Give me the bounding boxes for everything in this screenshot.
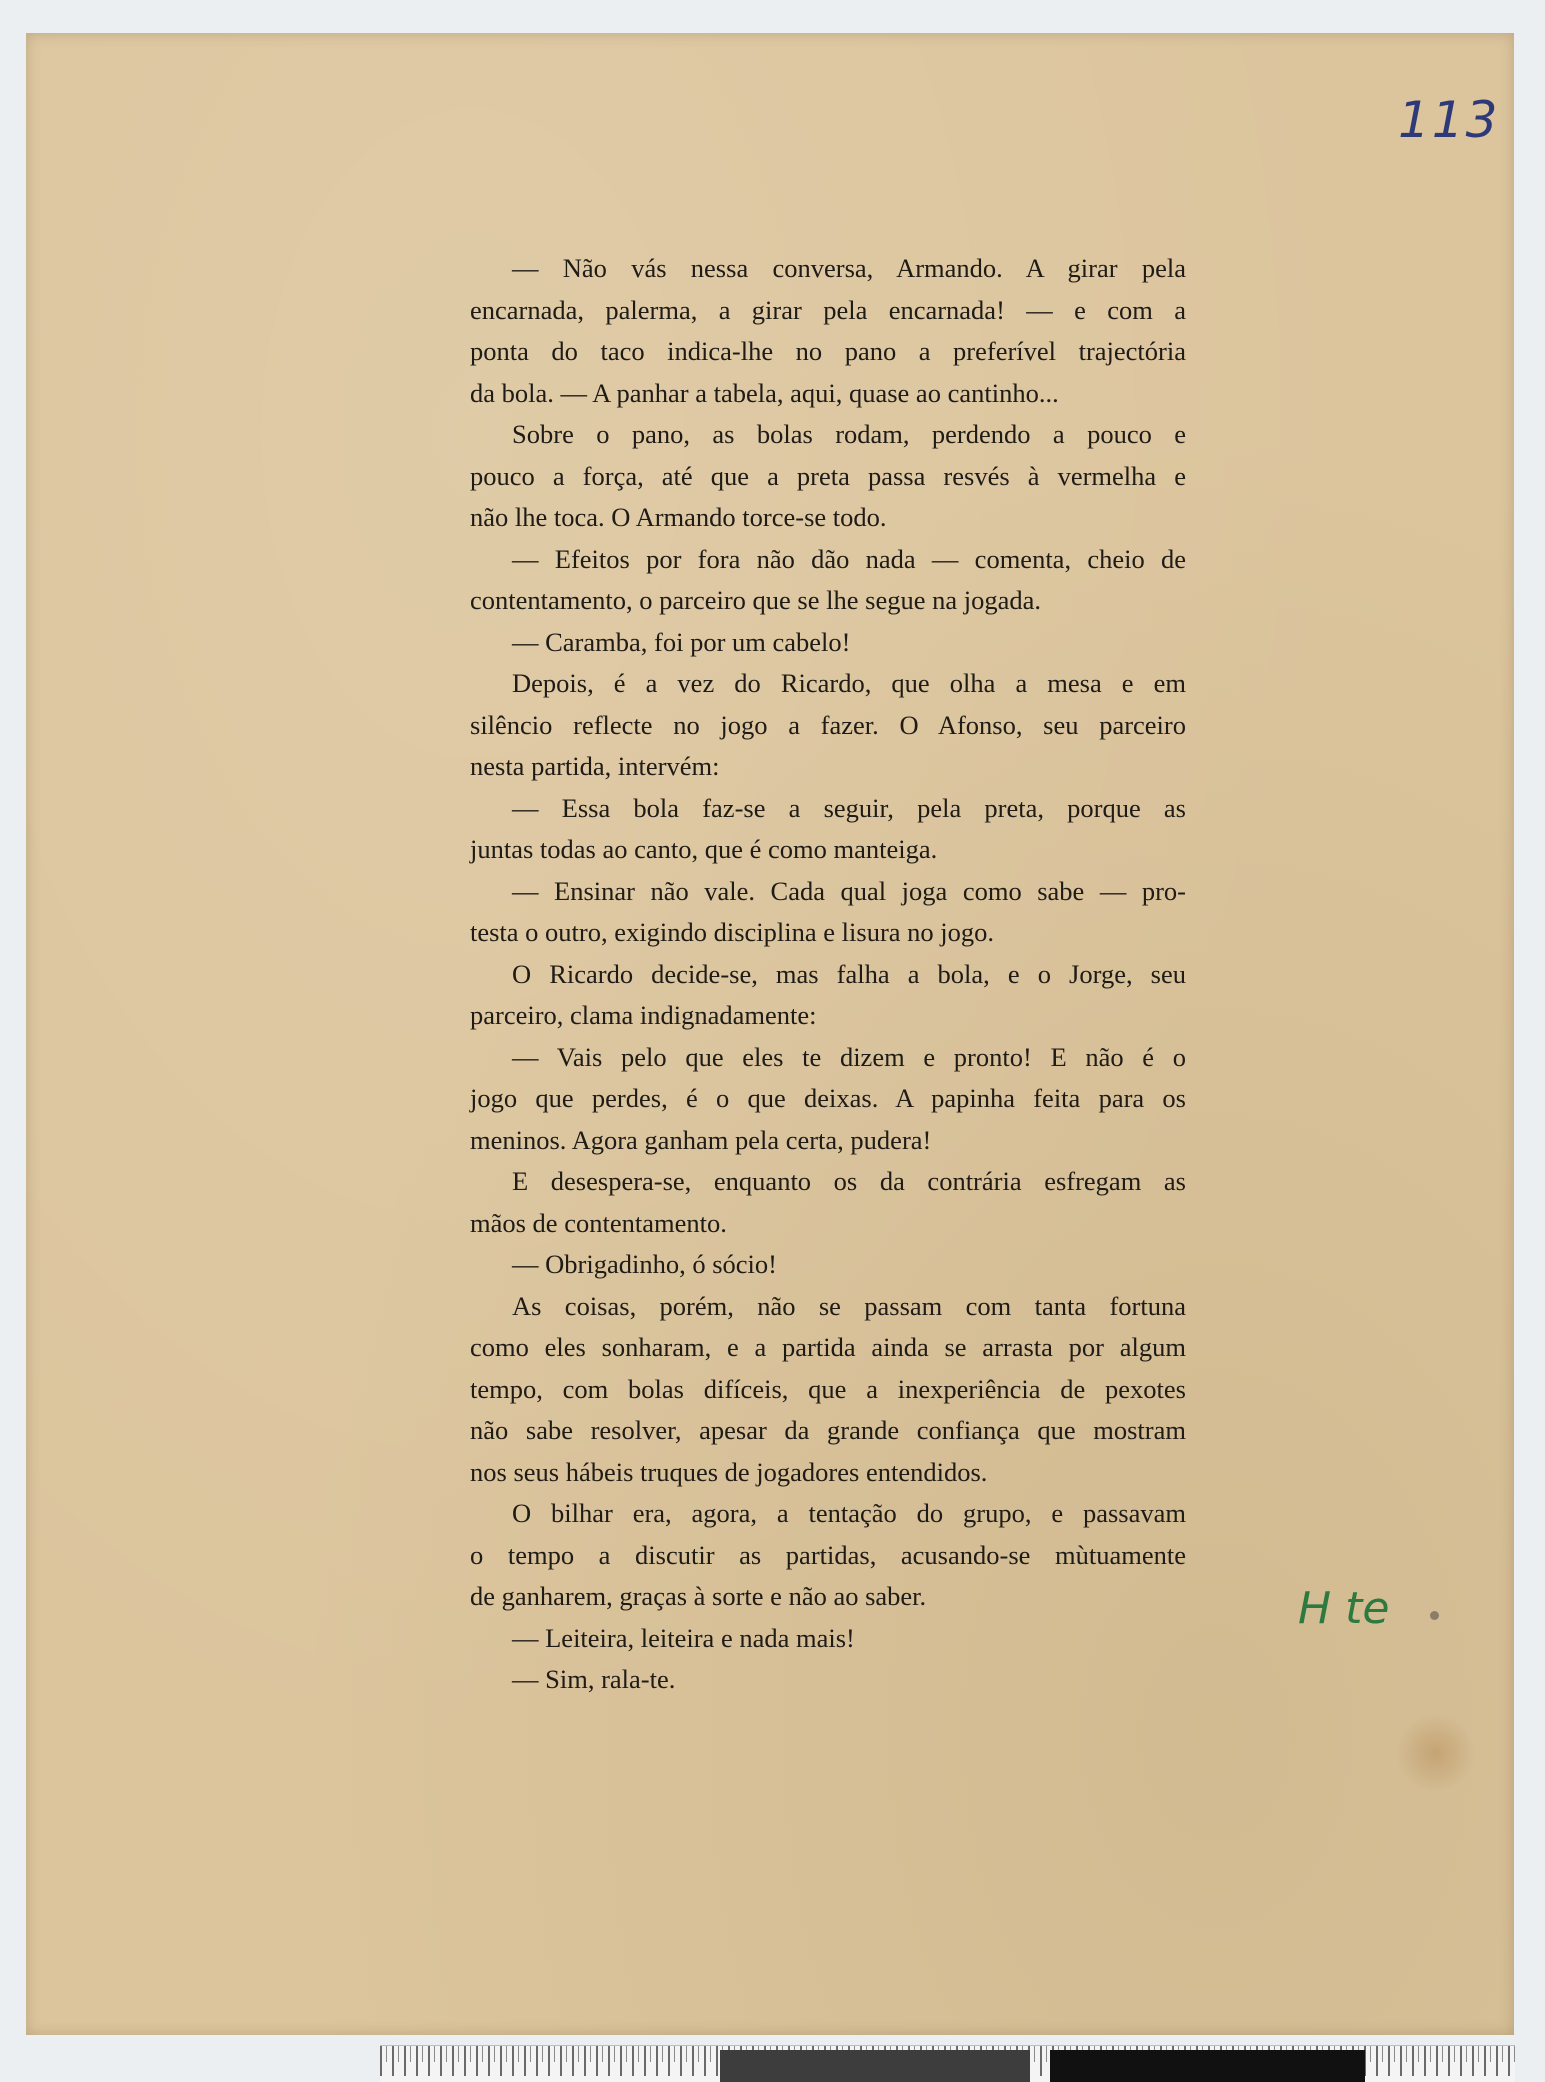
paragraph: [470, 414, 1186, 539]
text-line: nos seus hábeis truques de jogadores entendidos.: [470, 1456, 988, 1487]
text-line: da bola. — A panhar a tabela, aqui, quase ao cantinho...: [470, 377, 1059, 408]
paragraph: [470, 1286, 1186, 1494]
text-line: juntas todas ao canto, que é como manteiga.: [470, 834, 938, 864]
text-line: jogo que perdes, é o que deixas. A papinha feita para os: [470, 1083, 1186, 1113]
paragraph: [470, 788, 1186, 871]
text-line: — Ensinar não vale. Cada qual joga como sabe — pro-: [512, 875, 1186, 906]
paragraph: [470, 871, 1186, 954]
text-line: Sobre o pano, as bolas rodam, perdendo a pouco e: [512, 419, 1186, 449]
handwritten-pencil-note: H te: [1298, 1583, 1390, 1634]
text-line: — Efeitos por fora não dão nada — comenta, cheio de: [512, 543, 1186, 574]
text-line: — Não vás nessa conversa, Armando. A girar pela: [512, 253, 1186, 283]
paragraph: [470, 539, 1186, 622]
text-line: ponta do taco indica-lhe no pano a preferível trajectória: [470, 336, 1186, 366]
text-line: de ganharem, graças à sorte e não ao saber.: [470, 1581, 927, 1611]
text-line: O bilhar era, agora, a tentação do grupo, e passavam: [512, 1498, 1186, 1528]
text-line: — Obrigadinho, ó sócio!: [512, 1249, 777, 1279]
paragraph: [470, 1618, 1186, 1660]
text-line: meninos. Agora ganham pela certa, pudera!: [470, 1124, 932, 1155]
text-line: — Vais pelo que eles te dizem e pronto! E não é o: [512, 1041, 1186, 1072]
text-line: — Caramba, foi por um cabelo!: [512, 626, 851, 657]
handwritten-page-number: 113: [1398, 91, 1500, 149]
text-line: mãos de contentamento.: [470, 1207, 727, 1238]
paragraph: [470, 1161, 1186, 1244]
text-line: tempo, com bolas difíceis, que a inexperiência de pexotes: [470, 1373, 1186, 1404]
text-line: E desespera-se, enquanto os da contrária esfregam as: [512, 1166, 1186, 1196]
text-line: pouco a força, até que a preta passa resvés à vermelha e: [470, 460, 1186, 491]
text-line: testa o outro, exigindo disciplina e lisura no jogo.: [470, 917, 995, 947]
text-line: o tempo a discutir as partidas, acusando-se mùtuamente: [470, 1539, 1186, 1570]
text-line: parceiro, clama indignadamente:: [470, 1000, 817, 1030]
text-line: silêncio reflecte no jogo a fazer. O Afonso, seu parceiro: [470, 709, 1186, 740]
paragraph: [470, 663, 1186, 788]
text-line: Depois, é a vez do Ricardo, que olha a mesa e em: [512, 668, 1186, 698]
text-line: — Leiteira, leiteira e nada mais!: [512, 1622, 855, 1653]
ruler-gray-block: [720, 2050, 1030, 2082]
scale-ruler: [380, 2045, 1515, 2082]
text-line: nesta partida, intervém:: [470, 751, 720, 781]
paragraph: [470, 1659, 1186, 1701]
text-line: — Sim, rala-te.: [512, 1664, 676, 1694]
paragraph: [470, 954, 1186, 1037]
paragraph: [470, 1037, 1186, 1162]
text-line: como eles sonharam, e a partida ainda se arrasta por algum: [470, 1332, 1186, 1362]
text-line: não sabe resolver, apesar da grande confiança que mostram: [470, 1415, 1186, 1445]
paragraph: [470, 248, 1186, 414]
body-text: [470, 248, 1186, 1701]
text-line: contentamento, o parceiro que se lhe segue na jogada.: [470, 585, 1041, 615]
text-line: O Ricardo decide-se, mas falha a bola, e o Jorge, seu: [512, 958, 1186, 989]
paragraph: [470, 622, 1186, 664]
text-line: As coisas, porém, não se passam com tanta fortuna: [512, 1290, 1186, 1321]
ruler-black-block: [1050, 2050, 1365, 2082]
text-line: não lhe toca. O Armando torce-se todo.: [470, 502, 887, 532]
text-line: — Essa bola faz-se a seguir, pela preta, porque as: [512, 792, 1186, 823]
paragraph: [470, 1244, 1186, 1286]
pencil-mark: [1430, 1611, 1439, 1620]
text-line: encarnada, palerma, a girar pela encarnada! — e com a: [470, 294, 1186, 325]
paragraph: [470, 1493, 1186, 1618]
